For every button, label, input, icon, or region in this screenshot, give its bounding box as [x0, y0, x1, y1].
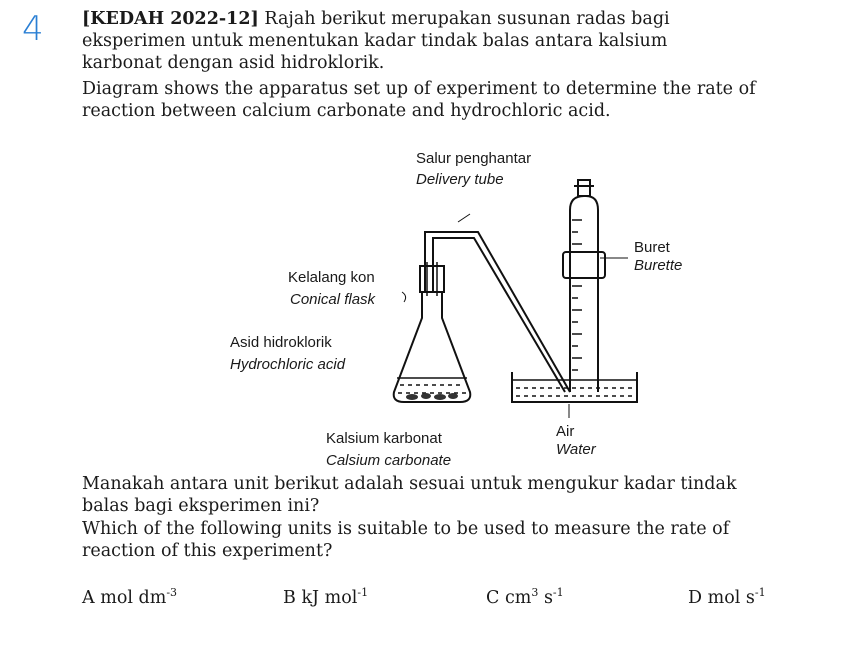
option-c-exponent-2: -1 — [552, 586, 564, 599]
option-d[interactable] — [688, 588, 766, 608]
option-a[interactable] — [82, 588, 177, 608]
stem-malay-line-3: karbonat dengan asid hidroklorik. — [82, 53, 385, 73]
label-carbonate-malay: Kalsium karbonat — [326, 430, 442, 447]
label-acid-english: Hydrochloric acid — [230, 356, 346, 373]
label-water-malay: Air — [556, 423, 575, 440]
label-conical-flask-malay: Kelalang kon — [288, 269, 375, 286]
burette-graduations — [572, 220, 582, 370]
label-delivery-tube-malay: Salur penghantar — [416, 150, 532, 167]
option-b-unit: kJ mol — [301, 588, 358, 608]
conical-flask — [394, 275, 471, 402]
label-burette-malay: Buret — [634, 239, 670, 256]
option-b-letter: B — [283, 588, 296, 608]
stem-malay — [82, 8, 832, 74]
question-number: 4 — [22, 9, 44, 49]
option-b-exponent: -1 — [357, 586, 369, 599]
stem-malay-line-1-text: Rajah berikut merupakan susunan radas bagi — [258, 9, 670, 29]
label-carbonate-english: Calsium carbonate — [326, 452, 452, 469]
option-d-letter: D — [688, 588, 703, 608]
prompt-malay-line-1: Manakah antara unit berikut adalah sesuai untuk mengukur kadar tindak — [82, 474, 737, 494]
option-c[interactable] — [486, 588, 564, 608]
option-d-unit: mol s — [707, 588, 755, 608]
apparatus-diagram — [0, 140, 841, 475]
option-a-letter: A — [82, 588, 95, 608]
stem-english-line-2: reaction between calcium carbonate and hydrochloric acid. — [82, 101, 611, 121]
option-b[interactable] — [283, 588, 368, 608]
label-water-english: Water — [556, 441, 596, 458]
label-burette-english: Burette — [634, 257, 683, 274]
option-c-unit-2: s — [538, 588, 553, 608]
prompt-english-line-2: reaction of this experiment? — [82, 541, 333, 561]
option-c-unit: cm — [504, 588, 532, 608]
calcium-carbonate-chips — [406, 393, 458, 400]
stem-english-line-1: Diagram shows the apparatus set up of experiment to determine the rate of — [82, 79, 756, 99]
stem-english — [82, 78, 832, 122]
label-conical-flask-english: Conical flask — [290, 291, 376, 308]
stem-malay-line-2: eksperimen untuk menentukan kadar tindak balas antara kalsium — [82, 31, 668, 51]
prompt-malay — [82, 473, 832, 517]
burette — [563, 180, 605, 392]
hydrochloric-acid — [398, 385, 466, 393]
label-acid-malay: Asid hidroklorik — [230, 334, 332, 351]
water — [516, 388, 634, 396]
source-tag: [KEDAH 2022-12] — [82, 9, 259, 29]
prompt-english — [82, 518, 832, 562]
delivery-tube — [425, 232, 570, 392]
option-d-exponent: -1 — [754, 586, 766, 599]
water-basin — [512, 372, 637, 402]
prompt-malay-line-2: balas bagi eksperimen ini? — [82, 496, 320, 516]
option-c-letter: C — [486, 588, 500, 608]
label-delivery-tube-english: Delivery tube — [416, 171, 504, 188]
option-c-exponent: 3 — [531, 586, 539, 599]
option-a-exponent: -3 — [166, 586, 178, 599]
prompt-english-line-1: Which of the following units is suitable to be used to measure the rate of — [82, 519, 730, 539]
stem-malay-line-1 — [82, 8, 832, 30]
option-a-unit: mol dm — [100, 588, 167, 608]
